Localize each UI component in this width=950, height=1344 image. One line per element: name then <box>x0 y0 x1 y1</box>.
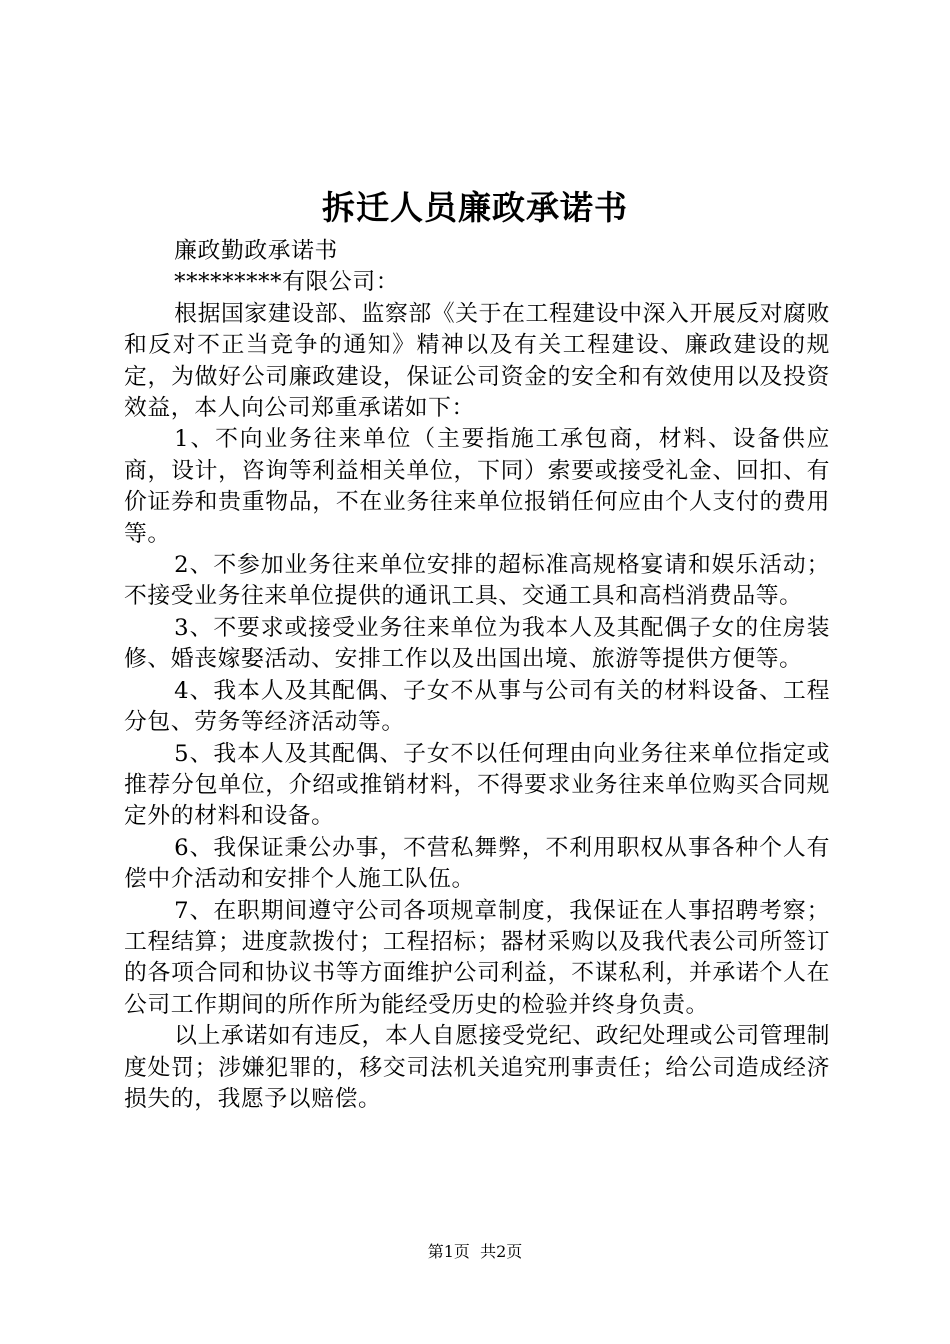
closing-paragraph: 以上承诺如有违反，本人自愿接受党纪、政纪处理或公司管理制度处罚；涉嫌犯罪的，移交司法机关追究刑事责任；给公司造成经济损失的，我愿予以赔偿。 <box>124 1023 830 1112</box>
document-subtitle: 廉政勤政承诺书 <box>174 238 338 264</box>
commitment-item-5: 5、我本人及其配偶、子女不以任何理由向业务往来单位指定或推荐分包单位，介绍或推销材料，不得要求业务往来单位购买合同规定外的材料和设备。 <box>124 740 830 830</box>
page-footer <box>0 1240 950 1264</box>
addressee-line: *********有限公司： <box>174 269 400 296</box>
document-title: 拆迁人员廉政承诺书 <box>322 188 628 227</box>
commitment-item-7: 7、在职期间遵守公司各项规章制度，我保证在人事招聘考察；工程结算；进度款拨付；工程招标；器材采购以及我代表公司所签订的各项合同和协议书等方面维护公司利益，不谋私利，并承诺个人在公司工作期间的所作所为能经受历史的检验并终身负责。 <box>124 897 830 1018</box>
commitment-item-4: 4、我本人及其配偶、子女不从事与公司有关的材料设备、工程分包、劳务等经济活动等。 <box>124 677 830 736</box>
commitment-item-3: 3、不要求或接受业务往来单位为我本人及其配偶子女的住房装修、婚丧嫁娶活动、安排工作以及出国出境、旅游等提供方便等。 <box>124 614 830 673</box>
document-body <box>124 236 830 1115</box>
page-number-indicator: 第1页 共2页 <box>427 1242 523 1261</box>
intro-paragraph: 根据国家建设部、监察部《关于在工程建设中深入开展反对腐败和反对不正当竞争的通知》精神以及有关工程建设、廉政建设的规定，为做好公司廉政建设，保证公司资金的安全和有效使用以及投资效益，本人向公司郑重承诺如下： <box>124 300 830 422</box>
commitment-item-1: 1、不向业务往来单位（主要指施工承包商，材料、设备供应商，设计，咨询等利益相关单位，下同）索要或接受礼金、回扣、有价证券和贵重物品，不在业务往来单位报销任何应由个人支付的费用等。 <box>124 426 830 547</box>
commitment-item-6: 6、我保证秉公办事，不营私舞弊，不利用职权从事各种个人有偿中介活动和安排个人施工队伍。 <box>124 834 830 893</box>
commitment-item-2: 2、不参加业务往来单位安排的超标准高规格宴请和娱乐活动；不接受业务往来单位提供的通讯工具、交通工具和高档消费品等。 <box>124 552 830 610</box>
